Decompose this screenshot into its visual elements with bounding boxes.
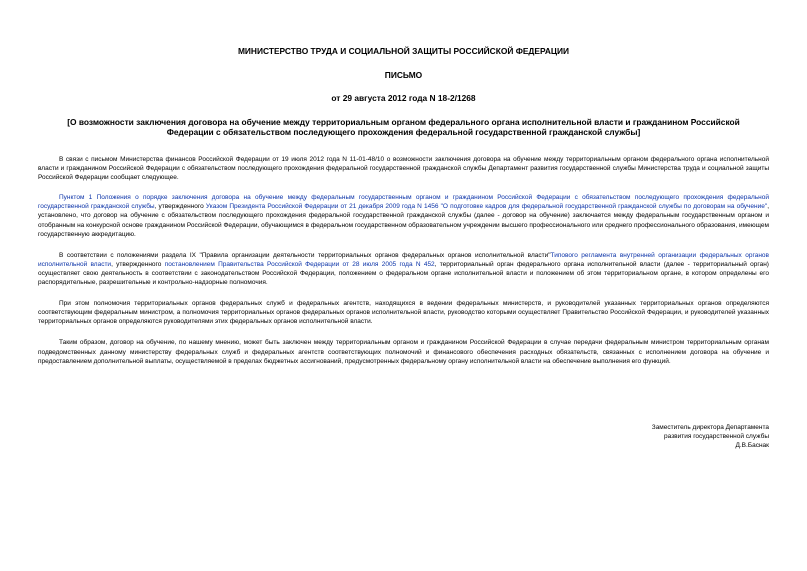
link-presidential-decree[interactable]: Указом Президента Российской Федерации от 21 декабря 2009 года N 1456 "О подготовке кадров для федеральной государственной гражданской службы по договорам на обучение" <box>205 203 768 211</box>
link-typical-regulation[interactable]: Типового регламента внутренней организации федеральных органов исполнительной власти <box>38 251 769 268</box>
paragraph-1: В связи с письмом Министерства финансов Российской Федерации от 19 июля 2012 года N 11-01-48/10 о возможности заключения договора на обучение между территориальным органом федерального органа исполнительной власти и гражданином Российской Федерации с обязательством последующего прохождения федеральной государственной гражданской службы Департамент развития государственной службы Министерства труда и социальной защиты Российской Федерации сообщает следующее. <box>38 156 769 182</box>
signature-position-line-1: Заместитель директора Департамента <box>651 424 769 431</box>
document-subject: [О возможности заключения договора на обучение между территориальным органом федерального органа исполнительной власти и гражданином Российской Федерации с обязательством последующего прохождения федеральной государственной гражданской службы] <box>67 117 740 137</box>
paragraph-3-text-2: , утвержденного <box>111 260 165 268</box>
signature-position-line-2: развития государственной службы <box>664 433 769 441</box>
link-government-resolution[interactable]: постановлением Правительства Российской Федерации от 28 июля 2005 года N 452 <box>164 260 435 268</box>
link-regulation-point-1[interactable]: Пунктом 1 Положения о порядке заключения договора на обучение между федеральным государственным органом и гражданином Российской Федерации с обязательством последующего прохождения федеральной государственной гражданской службы <box>38 194 769 211</box>
paragraph-5: Таким образом, договор на обучение, по нашему мнению, может быть заключен между территориальным органом и гражданином Российской Федерации в случае передачи федеральным министром территориальным органам подведомственных данному министерству федеральных служб и федеральных агентств соответствующих полномочий и финансового обеспечения расходных обязательств, связанных с исполнением договора на обучение и предоставлением дополнительной выплаты, осуществляемой в пределах бюджетных ассигнований, предусмотренных федеральному органу исполнительной власти на обеспечение выполнения его функций. <box>38 339 769 365</box>
signature-block <box>652 423 769 451</box>
paragraph-2-text-2: , установлено, что договор на обучение с обязательством последующего прохождения федеральной государственной гражданской службы (далее - договор на обучение) заключается между федеральным государственным органом и отобранным на конкурсной основе гражданином Российской Федерации, обучающимся в федеральном государственном образовательном учреждении высшего профессионального или среднего профессионального образования, имеющем государственную аккредитацию. <box>38 203 769 238</box>
paragraph-3 <box>38 251 769 287</box>
document-date-number: от 29 августа 2012 года N 18-2/1268 <box>331 93 476 103</box>
paragraph-2-text-1: , утвержденного <box>154 203 206 211</box>
paragraph-3-text-3: , территориальный орган федерального органа исполнительной власти (далее - территориальный орган) осуществляет свою деятельность в соответствии с законодательством Российской Федерации, положением о федеральном органе исполнительной власти и положением об этом территориальном органе, в котором определены его распорядительные, разрешительные и контрольно-надзорные полномочия. <box>38 260 769 287</box>
paragraph-3-text-1: В соответствии с положениями раздела IX "Правила организации деятельности территориальных органов федеральных органов исполнительной власти" <box>59 251 551 259</box>
paragraph-4: При этом полномочия территориальных органов федеральных служб и федеральных агентств, находящихся в ведении федеральных министерств, и руководителей указанных территориальных органов определяются соответствующим федеральным министром, а полномочия территориальных органов федеральных органов исполнительной власти, руководство которыми осуществляет Правительство Российской Федерации, и руководителей указанных территориальных органов определяются руководителями этих федеральных органов исполнительной власти. <box>38 300 769 326</box>
ministry-title: МИНИСТЕРСТВО ТРУДА И СОЦИАЛЬНОЙ ЗАЩИТЫ РОССИЙСКОЙ ФЕДЕРАЦИИ <box>237 46 570 56</box>
signature-name: Д.В.Баснак <box>735 442 769 450</box>
document-type: ПИСЬМО <box>384 70 423 80</box>
paragraph-2 <box>38 193 769 238</box>
